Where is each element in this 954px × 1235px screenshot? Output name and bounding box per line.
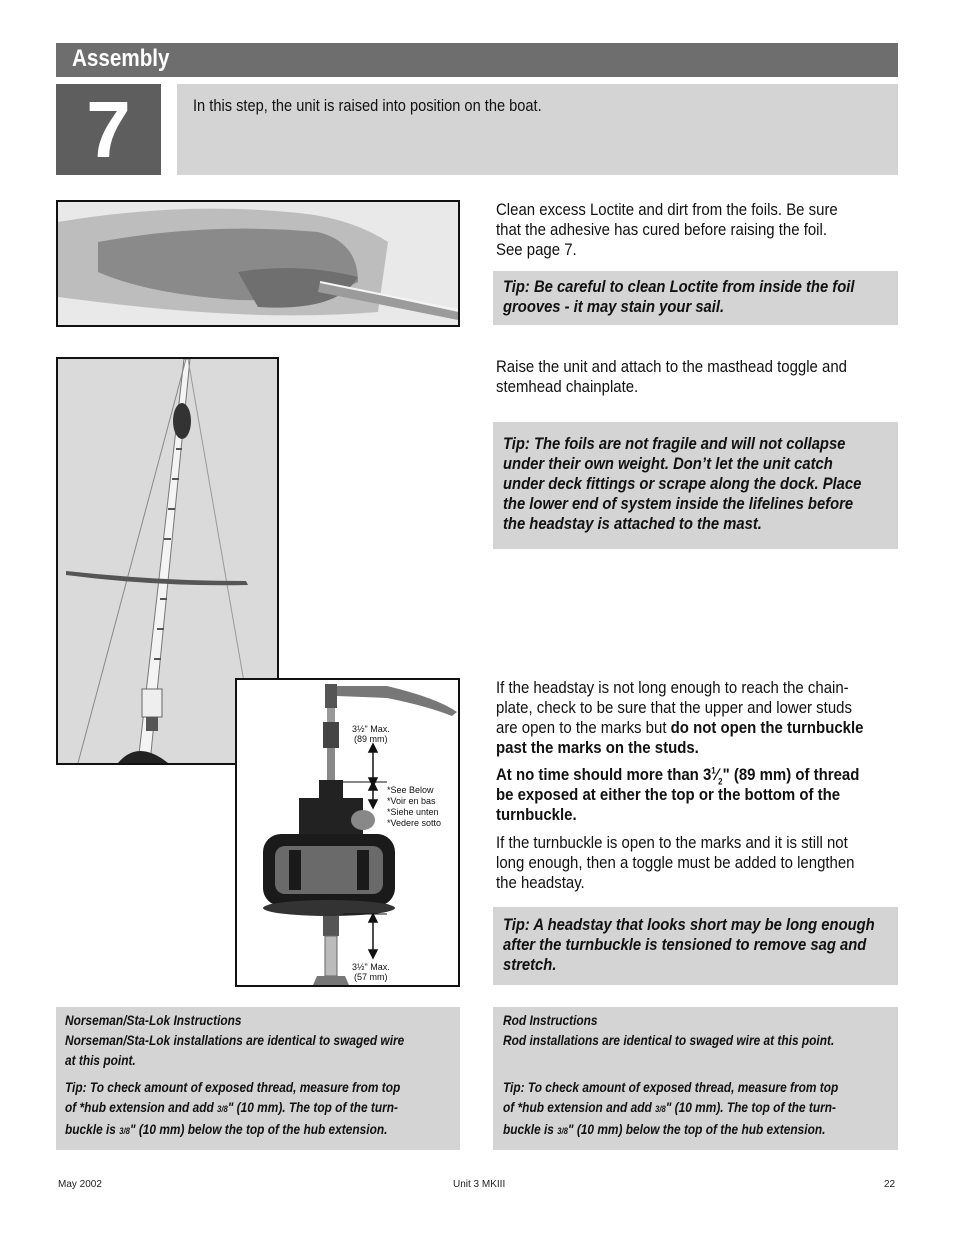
see-below-label-fr: *Voir en bas [387, 796, 436, 806]
raise-unit-instructions: Raise the unit and attach to the masthead toggle and stemhead chainplate. [496, 357, 847, 396]
see-below-label-de: *Siehe unten [387, 807, 439, 817]
rod-tip: Tip: To check amount of exposed thread, measure from top of *hub extension and add 3/8" (10 mm). The top of the turn- buckle is 3/8" (10 mm) below the top of the hub extension. [503, 1079, 839, 1137]
section-title: Assembly [72, 45, 170, 72]
turnbuckle-diagram [235, 678, 460, 987]
thread-exposure-warning: At no time should more than $3^1⁄_2$" (89 mm) of thread be exposed at either the top or the bottom of the turnbuckle. [496, 765, 860, 824]
tip-foils: Tip: The foils are not fragile and will not collapse under their own weight. Don’t let the unit catch under deck fittings or scrape along the dock. Place the lower end of system inside the lifelines before the headstay is attached to the mast. [503, 434, 862, 533]
norseman-tip: Tip: To check amount of exposed thread, measure from top of *hub extension and add 3/8" (10 mm). The top of the turn- buckle is 3/8" (10 mm) below the top of the hub extension. [65, 1079, 401, 1137]
tip-loctite: Tip: Be careful to clean Loctite from inside the foil grooves - it may stain your sail. [503, 277, 855, 316]
rod-instructions: Rod Instructions Rod installations are identical to swaged wire at this point. [503, 1012, 835, 1048]
page-number: 22 [884, 1179, 896, 1190]
norseman-instructions: Norseman/Sta-Lok Instructions Norseman/Sta-Lok installations are identical to swaged wire at this point. [65, 1012, 405, 1068]
bottom-max-label: 3½" Max. [352, 962, 390, 972]
top-mm-label: (89 mm) [354, 734, 388, 744]
toggle-instructions: If the turnbuckle is open to the marks and it is still not long enough, then a toggle must be added to lengthen the headstay. [496, 833, 855, 892]
step-intro-text: In this step, the unit is raised into position on the boat. [193, 96, 542, 115]
headstay-length-instructions: If the headstay is not long enough to reach the chain- plate, check to be sure that the upper and lower studs are open to the marks but do not open the turnbuckle past the marks on the studs. [496, 678, 864, 757]
footer-model: Unit 3 MKIII [453, 1179, 506, 1190]
bottom-mm-label: (57 mm) [354, 972, 388, 982]
see-below-label-it: *Vedere sotto [387, 818, 442, 828]
top-max-label: 3½" Max. [352, 724, 390, 734]
see-below-label-en: *See Below [387, 785, 434, 795]
tip-headstay: Tip: A headstay that looks short may be long enough after the turnbuckle is tensioned to remove sag and stretch. [503, 915, 875, 974]
photo-cleaning-foil [56, 200, 460, 327]
cleaning-instructions: Clean excess Loctite and dirt from the foils. Be sure that the adhesive has cured before raising the foil. See page 7. [496, 200, 838, 259]
footer-date: May 2002 [58, 1179, 102, 1190]
step-number: 7 [86, 85, 131, 174]
